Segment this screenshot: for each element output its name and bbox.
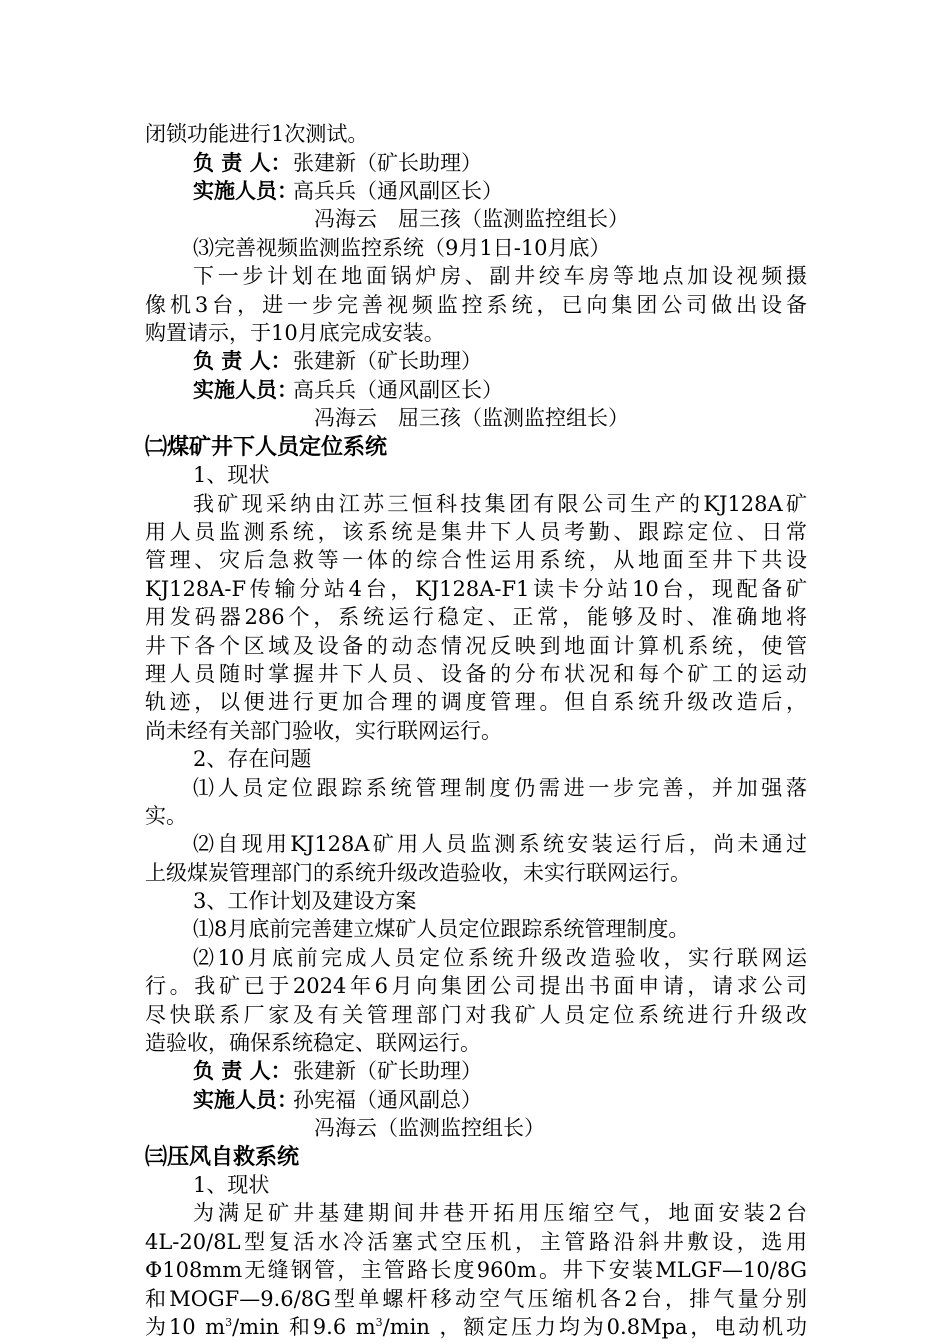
value: 张建新（矿长助理）	[293, 151, 482, 175]
responsible-line	[193, 149, 807, 177]
paragraph-line: 轨迹，以便进行更加合理的调度管理。但自系统升级改造后，	[145, 690, 807, 714]
value: 高兵兵（通风副区长）	[293, 378, 503, 402]
paragraph-line: 造验收，确保系统稳定、联网运行。	[145, 1031, 481, 1055]
paragraph-line: ⑵10月底前完成人员定位系统升级改造验收，实行联网运	[193, 946, 807, 970]
paragraph-line: 4L-20/8L型复活水冷活塞式空压机，主管路沿斜井敷设，选用	[145, 1230, 807, 1254]
paragraph-line: 下一步计划在地面锅炉房、副井绞车房等地点加设视频摄	[193, 264, 807, 288]
section-heading: ㈢压风自救系统	[145, 1144, 300, 1170]
text-part: /min ，额定压力均为0.8Mpa，电动机功	[382, 1315, 807, 1339]
implementer-line	[193, 1086, 807, 1114]
section-heading: ㈡煤矿井下人员定位系统	[145, 434, 388, 460]
paragraph-line: 闭锁功能进行1次测试。	[145, 122, 369, 146]
subheading: 2、存在问题	[193, 747, 312, 771]
text-part: 为10 m	[145, 1315, 226, 1339]
label: 负 责 人：	[193, 348, 292, 373]
responsible-line	[193, 1057, 807, 1085]
implementer-line-2: 冯海云 屈三孩（监测监控组长）	[314, 406, 629, 430]
paragraph-line: ⑴8月底前完善建立煤矿人员定位跟踪系统管理制度。	[193, 917, 690, 941]
paragraph-line	[145, 1313, 807, 1341]
subheading: 1、现状	[193, 1173, 270, 1197]
paragraph-line: 尚未经有关部门验收，实行联网运行。	[145, 719, 502, 743]
superscript: 3	[375, 1316, 383, 1329]
superscript: 3	[225, 1316, 233, 1329]
subheading: 3、工作计划及建设方案	[193, 889, 417, 913]
paragraph-line: 和MOGF—9.6/8G型单螺杆移动空气压缩机各2台，排气量分别	[145, 1287, 807, 1311]
paragraph-line: 行。我矿已于2024年6月向集团公司提出书面申请，请求公司	[145, 974, 807, 998]
value: 高兵兵（通风副区长）	[293, 179, 503, 203]
paragraph-line: ⑵自现用KJ128A矿用人员监测系统安装运行后，尚未通过	[193, 832, 807, 856]
implementer-line-2: 冯海云 屈三孩（监测监控组长）	[314, 207, 629, 231]
label: 负 责 人：	[193, 150, 292, 175]
paragraph-line: 为满足矿井基建期间井巷开拓用压缩空气，地面安装2台	[193, 1201, 807, 1225]
value: 张建新（矿长助理）	[293, 1059, 482, 1083]
label: 负 责 人：	[193, 1058, 292, 1083]
implementer-line	[193, 177, 807, 205]
paragraph-line: 井下各个区域及设备的动态情况反映到地面计算机系统，使管	[145, 634, 807, 658]
paragraph-line: 实。	[145, 804, 187, 828]
subheading: ⑶完善视频监测监控系统（9月1日-10月底）	[193, 236, 611, 260]
paragraph-line: 上级煤炭管理部门的系统升级改造验收，未实行联网运行。	[145, 861, 691, 885]
paragraph-line: 用发码器286个，系统运行稳定、正常，能够及时、准确地将	[145, 605, 807, 629]
paragraph-line: 用人员监测系统，该系统是集井下人员考勤、跟踪定位、日常	[145, 520, 807, 544]
value: 张建新（矿长助理）	[293, 349, 482, 373]
paragraph-line: 管理、灾后急救等一体的综合性运用系统，从地面至井下共设	[145, 548, 807, 572]
text-part: /min 和9.6 m	[232, 1315, 376, 1339]
paragraph-line: 我矿现采纳由江苏三恒科技集团有限公司生产的KJ128A矿	[193, 492, 807, 516]
paragraph-line: 像机3台，进一步完善视频监控系统，已向集团公司做出设备	[145, 293, 807, 317]
paragraph-line: 尽快联系厂家及有关管理部门对我矿人员定位系统进行升级改	[145, 1003, 807, 1027]
paragraph-line: 理人员随时掌握井下人员、设备的分布状况和每个矿工的运动	[145, 662, 807, 686]
paragraph-line: 购置请示，于10月底完成安装。	[145, 321, 445, 345]
implementer-line	[193, 376, 807, 404]
implementer-line-2: 冯海云（监测监控组长）	[314, 1116, 545, 1140]
label: 实施人员：	[193, 377, 298, 402]
paragraph-line: KJ128A-F传输分站4台，KJ128A-F1读卡分站10台，现配备矿	[145, 577, 807, 601]
subheading: 1、现状	[193, 463, 270, 487]
label: 实施人员：	[193, 1087, 298, 1112]
responsible-line	[193, 347, 807, 375]
paragraph-line: Φ108mm无缝钢管，主管路长度960m。井下安装MLGF—10/8G	[145, 1258, 807, 1282]
value: 孙宪福（通风副总）	[293, 1088, 482, 1112]
label: 实施人员：	[193, 178, 298, 203]
paragraph-line: ⑴人员定位跟踪系统管理制度仍需进一步完善，并加强落	[193, 776, 807, 800]
